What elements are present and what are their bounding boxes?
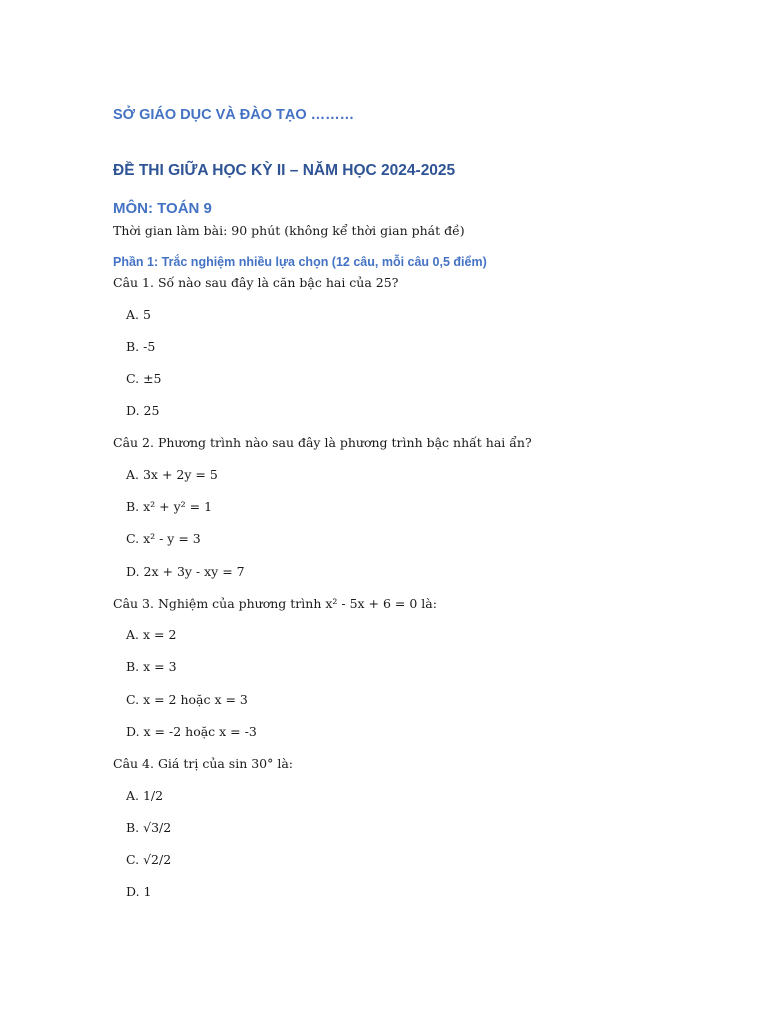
question-4-text: Câu 4. Giá trị của sin 30° là: <box>113 756 294 771</box>
question-2-text: Câu 2. Phương trình nào sau đây là phương trình bậc nhất hai ẩn? <box>113 435 532 450</box>
exam-title: ĐỀ THI GIỮA HỌC KỲ II – NĂM HỌC 2024-2025 <box>113 162 456 179</box>
question-2-option-d: D. 2x + 3y - xy = 7 <box>126 564 245 579</box>
question-2-option-a: A. 3x + 2y = 5 <box>126 467 218 482</box>
question-3-option-b: B. x = 3 <box>126 659 177 674</box>
question-4-option-d: D. 1 <box>126 884 152 899</box>
question-2-option-b: B. x² + y² = 1 <box>126 499 213 514</box>
time-note: Thời gian làm bài: 90 phút (không kể thời gian phát đề) <box>113 223 465 238</box>
question-3-text: Câu 3. Nghiệm của phương trình x² - 5x + 6 = 0 là: <box>113 596 437 611</box>
question-4-option-a: A. 1/2 <box>126 788 164 803</box>
question-1-option-d: D. 25 <box>126 403 160 418</box>
question-1-text: Câu 1. Số nào sau đây là căn bậc hai của 25? <box>113 275 399 290</box>
question-1-option-b: B. -5 <box>126 339 156 354</box>
question-3-option-a: A. x = 2 <box>126 627 177 642</box>
part1-title: Phần 1: Trắc nghiệm nhiều lựa chọn (12 câu, mỗi câu 0,5 điểm) <box>113 255 487 269</box>
subject-heading: MÔN: TOÁN 9 <box>113 200 212 217</box>
question-1-option-a: A. 5 <box>126 307 151 322</box>
question-1-option-c: C. ±5 <box>126 371 162 386</box>
question-4-option-b: B. √3/2 <box>126 820 172 835</box>
question-4-option-c: C. √2/2 <box>126 852 172 867</box>
question-3-option-c: C. x = 2 hoặc x = 3 <box>126 692 248 707</box>
question-2-option-c: C. x² - y = 3 <box>126 531 201 546</box>
department-heading: SỞ GIÁO DỤC VÀ ĐÀO TẠO ……… <box>113 107 355 123</box>
question-3-option-d: D. x = -2 hoặc x = -3 <box>126 724 257 739</box>
